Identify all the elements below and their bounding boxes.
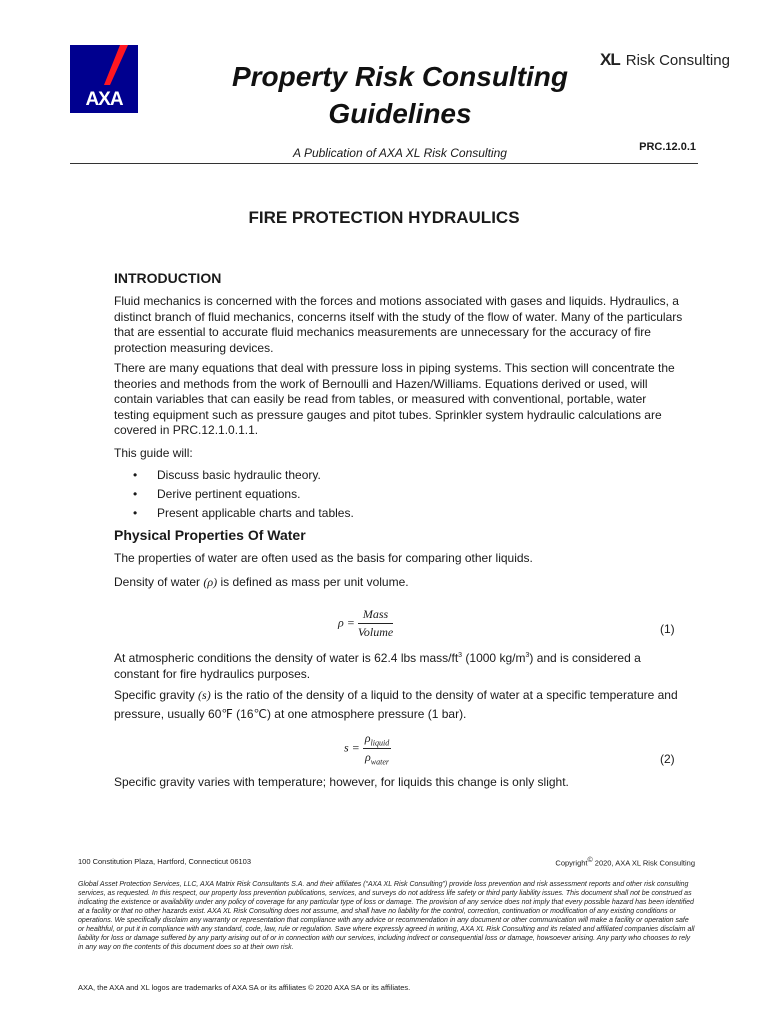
eq1-denominator: Volume (357, 625, 394, 639)
bullet-item: • Discuss basic hydraulic theory. (133, 468, 321, 482)
rho-symbol: (ρ) (203, 575, 218, 589)
publication-subtitle: A Publication of AXA XL Risk Consulting (293, 146, 507, 160)
bullet-dot: • (133, 468, 138, 482)
section-heading: Physical Properties Of Water (114, 527, 306, 543)
paragraph-specific-gravity: Specific gravity (s) is the ratio of the density of a liquid to the density of water at a specific temperature and pressure, usually 60℉ (16℃) at one atmosphere pressure (1 bar). (114, 688, 678, 721)
footer-address: 100 Constitution Plaza, Hartford, Connecticut 06103 (78, 857, 252, 866)
bullet-dot: • (133, 487, 138, 501)
document-id: PRC.12.0.1 (639, 141, 696, 153)
trademark-notice: AXA, the AXA and XL logos are trademarks of AXA SA or its affiliates © 2020 AXA SA or its affiliates. (78, 983, 411, 992)
equation-2: s = $\frac{\rho_{liquid}}{\rho_{water}}$ (344, 731, 390, 767)
equation-2-number: (2) (660, 752, 675, 766)
logo-text: AXA (85, 89, 123, 110)
publication-title: Property Risk Consulting Guidelines (231, 61, 569, 129)
eq1-numerator: Mass (358, 607, 393, 624)
s-symbol: (s) (198, 688, 211, 702)
legal-disclaimer: Global Asset Protection Services, LLC, AXA Matrix Risk Consultants S.A. and their affiliates (“AXA XL Risk Consulting”) provide loss prevention and risk assessment reports and other risk consulting services, as requested. In this respect, our property loss prevention publications, services, and surveys do not address life safety or third party liability issues. This document shall not be construed as indicating the existence or availability under any policy of coverage for any particular type of loss or damage. The provision of any service does not imply that every possible hazard has been identified at a facility or that no other hazards exist. AXA XL Risk Consulting does not assume, and shall have no liability for the control, correction, continuation or modification of any existing conditions or operations. We specifically disclaim any warranty or representation that compliance with any advice or recommendation in any document or other communication will make a facility or operation safe or healthful, or put it in compliance with any standard, code, law, rule or regulation. Save where expressly agreed in writing, AXA XL Risk Consulting and its related and affiliated companies disclaim all liability for loss or damage suffered by any party arising out of or in connection with our services, including indirect or consequential loss or damage, howsoever arising. Any party who chooses to rely in any way on the contents of this document does so at their own risk. (78, 881, 695, 951)
brand-name: Risk Consulting (625, 52, 730, 69)
equation-1: ρ = $\frac{\text{Mass}}{\text{Volume}}$ (338, 607, 394, 639)
eq2-denominator: $\rho_{water}$ (365, 750, 389, 767)
paragraph-atmospheric-density: At atmospheric conditions the density of water is 62.4 lbs mass/$ft^3$ (1000 $kg/m^3$) and is considered a constant for fire hydraulics purposes. (114, 651, 641, 681)
footer-copyright: Copyright© 2020, AXA XL Risk Consulting (555, 857, 695, 868)
introduction-heading: INTRODUCTION (114, 270, 222, 286)
paragraph-density: Density of water (ρ) is defined as mass per unit volume. (114, 575, 409, 589)
document-heading: FIRE PROTECTION HYDRAULICS (248, 208, 520, 227)
xl-brand (600, 50, 730, 70)
bullet-dot: • (133, 506, 138, 520)
paragraph-temperature: Specific gravity varies with temperature; however, for liquids this change is only slight. (114, 775, 569, 789)
eq2-numerator: $\rho_{liquid}$ (364, 731, 390, 748)
paragraph-pressure-loss: There are many equations that deal with pressure loss in piping systems. This section will concentrate the theories and methods from the work of Bernoulli and Hazen/Williams. Equations derived or used, will contain variables that can easily be read from tables, or measured with conventional, portable, water testing equipment such as pressure gauges and pitot tubes. Sprinkler system hydraulic calculations are covered in PRC.12.1.0.1.1. (114, 361, 675, 437)
axa-logo (70, 45, 138, 113)
bullet-item: • Present applicable charts and tables. (133, 506, 354, 520)
xl-logo-mark: XL (600, 50, 620, 69)
paragraph-fluid-mechanics: Fluid mechanics is concerned with the forces and motions associated with gases and liquids. Hydraulics, a distinct branch of fluid mechanics, concerns itself with the study of the flow of water. Many of the particulars that are essential to accurate fluid mechanics measurements are unnecessary for the accuracy of fire protection measuring devices. (114, 294, 683, 355)
bullet-item: • Derive pertinent equations. (133, 487, 301, 501)
paragraph-guide-intro: This guide will: (114, 446, 193, 460)
paragraph-properties: The properties of water are often used as the basis for comparing other liquids. (114, 551, 533, 565)
header-rule (70, 163, 698, 164)
equation-1-number: (1) (660, 622, 675, 636)
